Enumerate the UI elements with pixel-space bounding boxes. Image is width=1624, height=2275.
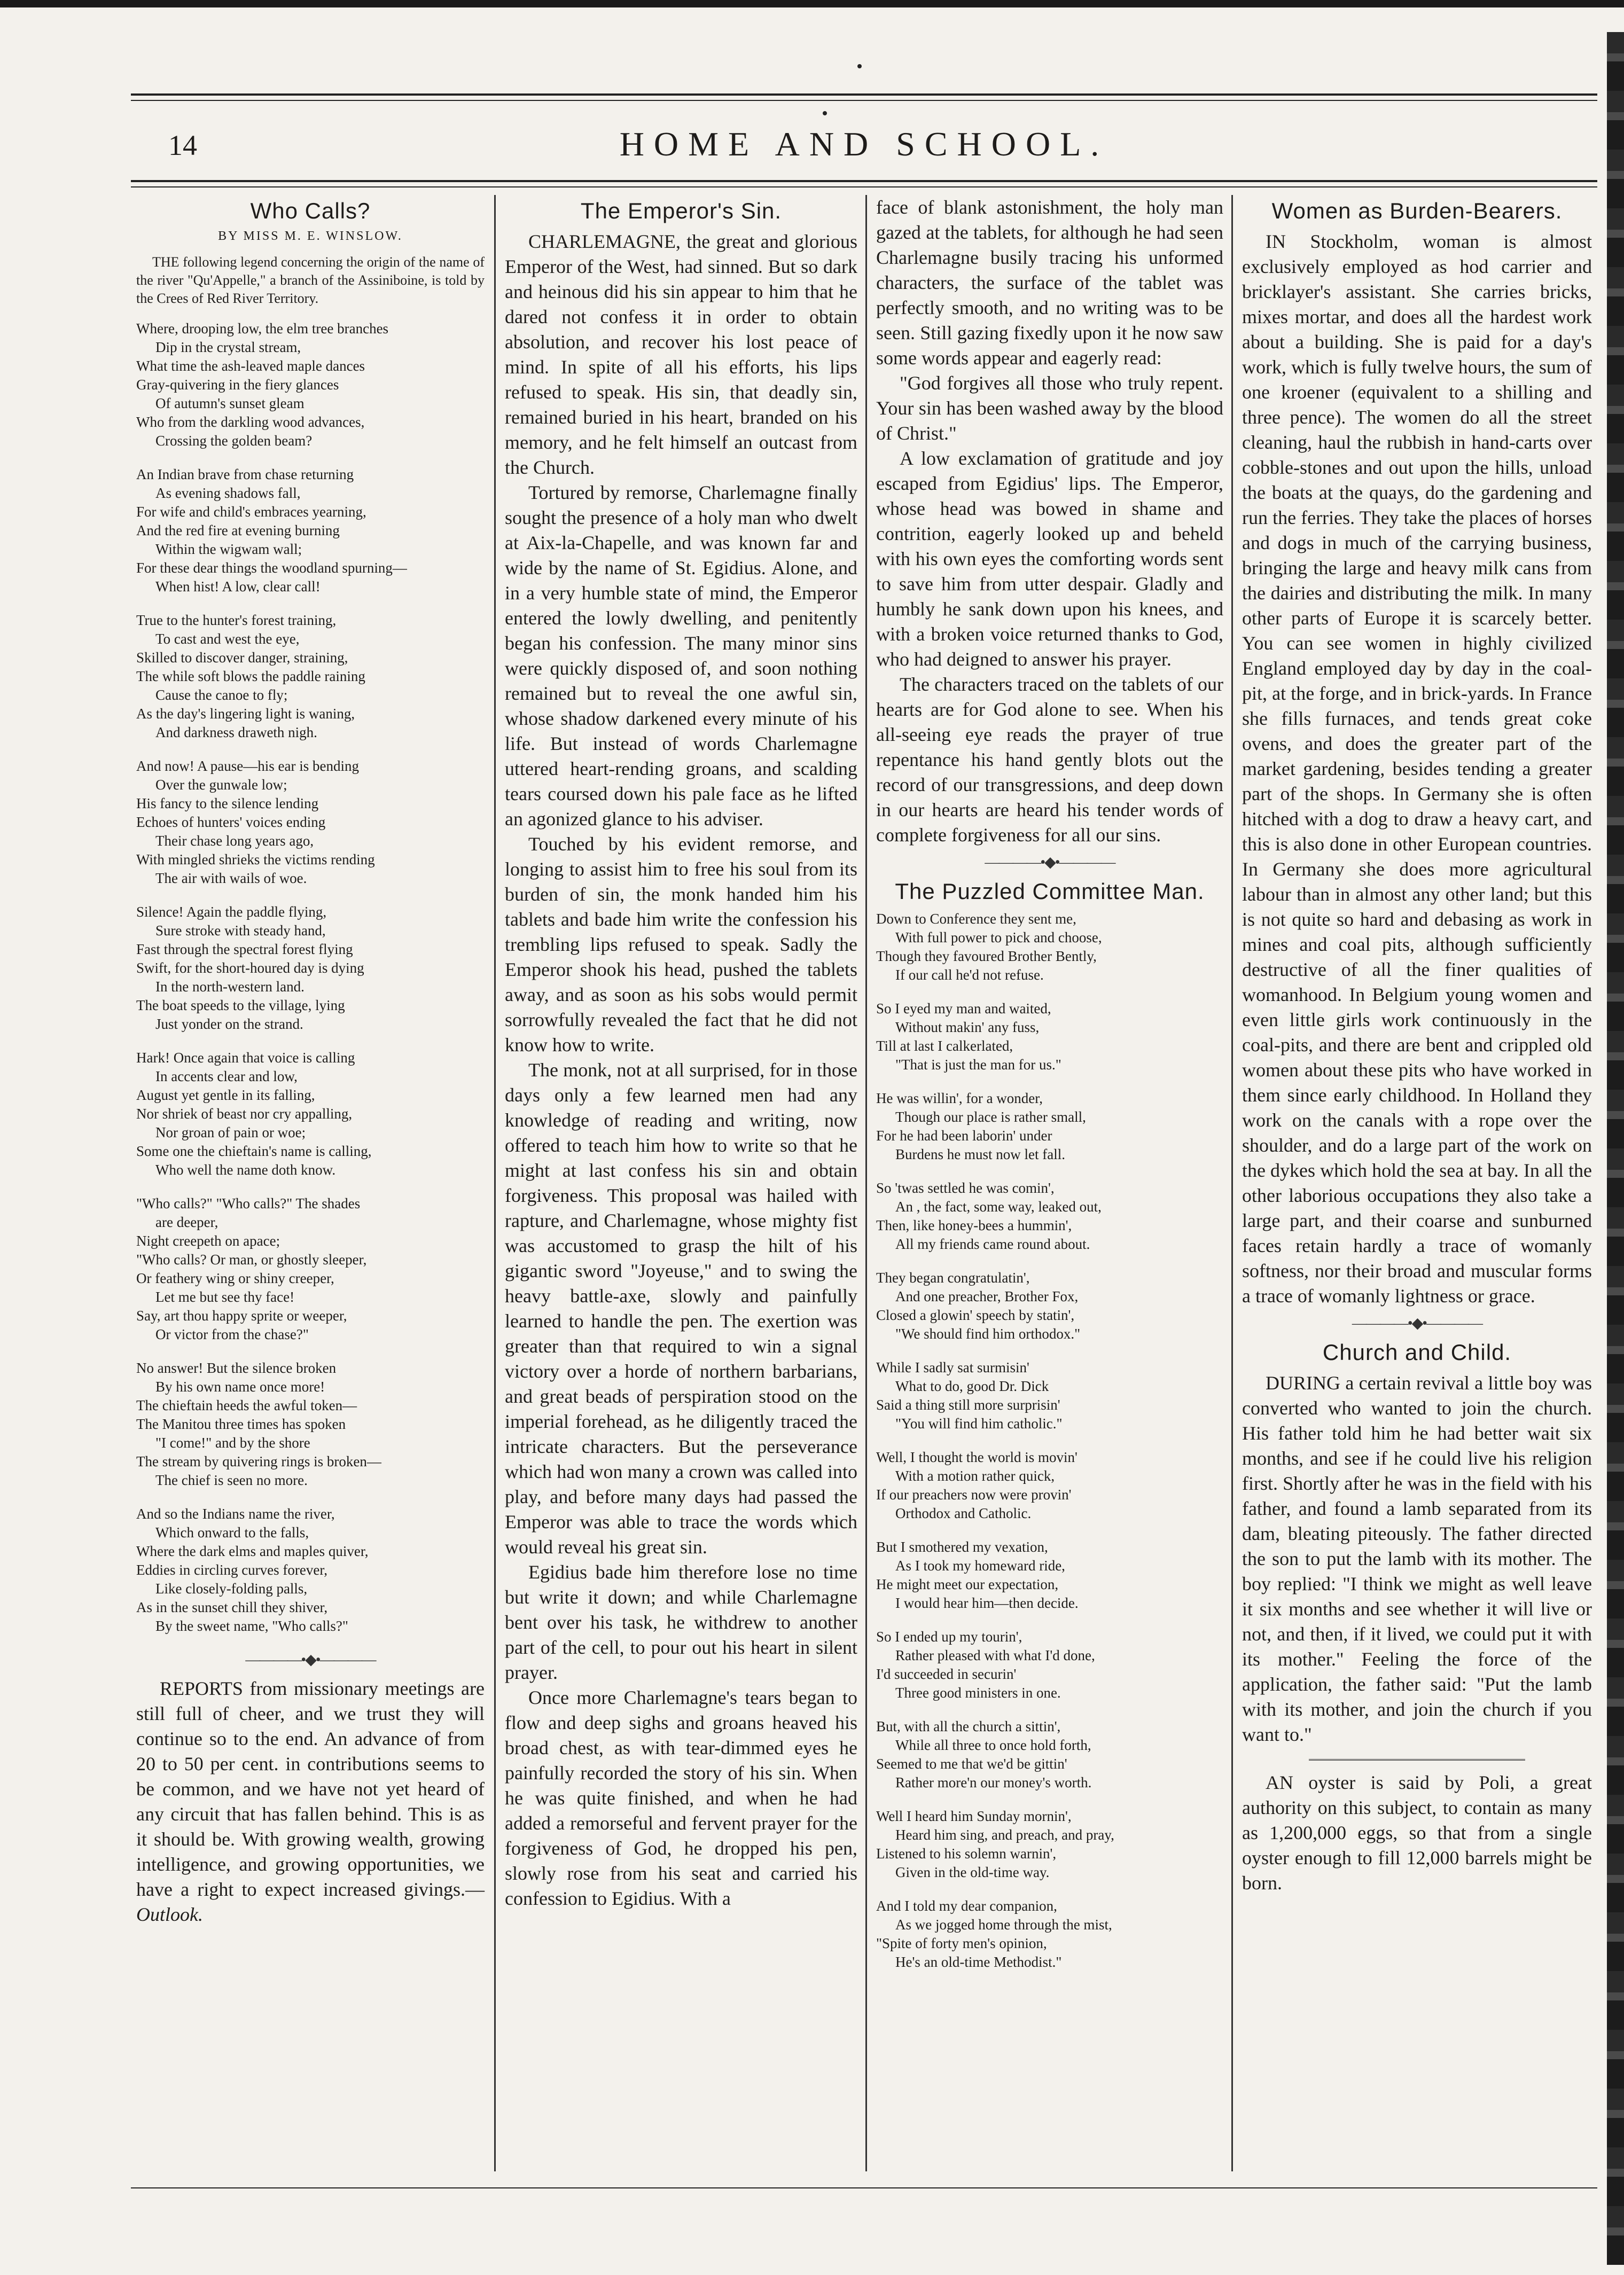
poem-line: No answer! But the silence broken [136, 1360, 337, 1376]
poem-line: Cause the canoe to fly; [155, 687, 288, 703]
poem-line: True to the hunter's forest training, [136, 612, 337, 628]
poem-line: Silence! Again the paddle flying, [136, 904, 327, 920]
poem-line: But I smothered my vexation, [876, 1539, 1048, 1555]
poem-line: And one preacher, Brother Fox, [895, 1288, 1079, 1304]
poem-line: The Manitou three times has spoken [136, 1416, 346, 1432]
poem-line: Burdens he must now let fall. [895, 1146, 1065, 1162]
poem-line: So I ended up my tourin', [876, 1629, 1022, 1645]
poem-stanza [876, 1628, 1227, 1702]
poem-line: The chief is seen no more. [155, 1472, 308, 1488]
article-lead: DURING [1266, 1372, 1340, 1394]
poem-line: "Spite of forty men's opinion, [876, 1935, 1047, 1951]
poem-line: Well, I thought the world is movin' [876, 1449, 1078, 1465]
reports-text: from missionary meetings are still full of cheer, and we trust they will continue so to the end. An advance of from 20 to 50 per cent. in contributions seems to be common, and we have not yet heard of any circuit that has fallen behind. This is as it should be. With growing wealth, growing intelligence, and growing opportunities, we have a right to expect increased givings.— [136, 1678, 485, 1900]
poem-line: Who well the name doth know. [155, 1162, 336, 1178]
footer-rule [131, 2187, 1597, 2188]
article-lead: AN [1266, 1772, 1293, 1793]
poem-stanza [136, 611, 488, 742]
poem-line: "You will find him catholic." [895, 1416, 1063, 1432]
poem-line: Who from the darkling wood advances, [136, 414, 365, 430]
poem-line: Dip in the crystal stream, [155, 339, 301, 355]
section-divider: ————•◆•———— [245, 1652, 376, 1668]
poem-line: With a motion rather quick, [895, 1468, 1055, 1484]
poem-line: Or victor from the chase?" [155, 1326, 309, 1342]
poem-line: They began congratulatin', [876, 1270, 1030, 1286]
poem-line: Echoes of hunters' voices ending [136, 814, 326, 830]
article-title: The Emperor's Sin. [580, 198, 782, 223]
poem-line: If our preachers now were provin' [876, 1487, 1072, 1503]
poem-line: And I told my dear companion, [876, 1898, 1057, 1914]
poem-line: Just yonder on the strand. [155, 1016, 303, 1032]
poem-line: Gray-quivering in the fiery glances [136, 377, 339, 393]
poem-line: If our call he'd not refuse. [895, 967, 1044, 983]
poem-line: August yet gentle in its falling, [136, 1087, 315, 1103]
poem-line: Their chase long years ago, [155, 833, 314, 849]
section-divider [1309, 1759, 1525, 1761]
header-rule-top [131, 93, 1597, 96]
poem-line: As in the sunset chill they shiver, [136, 1599, 328, 1615]
article-paragraph: Egidius bade him therefore lose no time but write it down; and while Charlemagne bent over his task, he withdrew to another part of the cell, to pour out his heart in silent prayer. [505, 1561, 857, 1683]
column-rule [865, 195, 867, 2171]
poem-line: "Who calls?" "Who calls?" The shades [136, 1195, 361, 1211]
poem-line: The air with wails of woe. [155, 870, 307, 886]
poem-line: The chieftain heeds the awful token— [136, 1397, 357, 1413]
poem-line: With full power to pick and choose, [895, 929, 1102, 945]
poem-line: Though our place is rather small, [895, 1109, 1086, 1125]
poem-title: The Puzzled Committee Man. [895, 879, 1205, 904]
poem-line: And the red fire at evening burning [136, 522, 340, 538]
poem-stanza [876, 1897, 1227, 1972]
poem-line: Crossing the golden beam? [155, 433, 313, 449]
poem-body [871, 910, 1229, 1972]
poem-line: Within the wigwam wall; [155, 541, 302, 557]
article-paragraph: , the great and glorious Emperor of the West, had sinned. But so dark and heinous did his sin appear to him that he dared not confess it in order to obtain absolution, and recover his lost peace of mind. In spite of all his efforts, his lips refused to speak. His sin, that deadly sin, remained buried in his heart, branded on his memory, and he felt himself an outcast from the Church. [505, 231, 857, 478]
poem-line: Closed a glowin' speech by statin', [876, 1307, 1075, 1323]
poem-line: I'd succeeded in securin' [876, 1666, 1017, 1682]
column-2 [499, 195, 863, 2169]
poem-stanza [876, 1538, 1227, 1613]
article-lead: IN [1266, 231, 1286, 252]
poem-line: Eddies in circling curves forever, [136, 1562, 328, 1578]
reports-lead: REPORTS [160, 1678, 243, 1699]
poem-line: What to do, good Dr. Dick [895, 1378, 1049, 1394]
poem-stanza [136, 903, 488, 1034]
poem-line: An , the fact, some way, leaked out, [895, 1199, 1102, 1215]
article-paragraph: Touched by his evident remorse, and longing to assist him to free his soul from its burden of sin, the monk handed him his tablets and bade him write the confession his trembling lips refused to speak. Sadly the Emperor shook his head, pushed the tablets away, and as soon as his sobs would permit sorrowfully revealed the fact that he did not know how to write. [505, 833, 857, 1056]
article-paragraph: a certain revival a little boy was converted who wanted to join the church. His father told him he had better wait six months, and see if he could live his religion first. Shortly after he was in the field with his father, and found a lamb separated from its dam, bleating piteously. The father directed the son to put the lamb with its mother. The boy replied: "I think we might as well leave it six months and see whether it will live or not, and then, if it lived, we could put it with its mother." Feeling the force of the application, the father said: "Put the lamb with its mother, and join the church if you want to." [1242, 1372, 1592, 1745]
poem-line: Then, like honey-bees a hummin', [876, 1217, 1072, 1233]
poem-line: "That is just the man for us." [895, 1057, 1061, 1073]
poem-line: Like closely-folding palls, [155, 1581, 308, 1597]
poem-stanza [876, 999, 1227, 1074]
poem-line: By his own name once more! [155, 1379, 325, 1395]
poem-line: So 'twas settled he was comin', [876, 1180, 1055, 1196]
column-rule [494, 195, 496, 2171]
poem-line: The boat speeds to the village, lying [136, 997, 345, 1013]
poem-line: While I sadly sat surmisin' [876, 1359, 1029, 1375]
poem-line: "We should find him orthodox." [895, 1326, 1081, 1342]
poem-line: Or feathery wing or shiny creeper, [136, 1270, 334, 1286]
poem-line: And now! A pause—his ear is bending [136, 758, 359, 774]
poem-line: What time the ash-leaved maple dances [136, 358, 365, 374]
poem-stanza [876, 1448, 1227, 1523]
article-title: Church and Child. [1322, 1340, 1512, 1365]
poem-line: Till at last I calkerlated, [876, 1038, 1013, 1054]
article-paragraph: oyster is said by Poli, a great authority on this subject, to contain as many as 1,200,000 eggs, so that from a single oyster enough to fill 12,000 barrels might be born. [1242, 1772, 1592, 1894]
poem-line: For he had been laborin' under [876, 1128, 1052, 1144]
poem-line: He was willin', for a wonder, [876, 1090, 1043, 1106]
poem-stanza [136, 465, 488, 596]
poem-line: As we jogged home through the mist, [895, 1917, 1112, 1933]
poem-line: Heard him sing, and preach, and pray, [895, 1827, 1114, 1843]
poem-stanza [876, 1358, 1227, 1433]
poem-stanza [136, 1049, 488, 1179]
poem-line: Say, art thou happy sprite or weeper, [136, 1308, 347, 1324]
poem-line: An Indian brave from chase returning [136, 466, 354, 482]
poem-line: To cast and west the eye, [155, 631, 300, 647]
poem-line: "I come!" and by the shore [155, 1435, 310, 1451]
article-paragraph: A low exclamation of gratitude and joy escaped from Egidius' lips. The Emperor, whose head was bowed in shame and contrition, eagerly looked up and beheld with his own eyes the comforting words sent to save him from utter despair. Gladly and humbly he sank down upon his knees, and with a broken voice returned thanks to God, who had deigned to answer his prayer. [876, 448, 1223, 670]
poem-line: The stream by quivering rings is broken— [136, 1453, 381, 1469]
article-lead: CHARLEMAGNE [528, 231, 676, 252]
poem-line: As evening shadows fall, [155, 485, 301, 501]
poem-line: All my friends came round about. [895, 1236, 1090, 1252]
poem-body [131, 319, 490, 1636]
page-number: 14 [168, 129, 197, 161]
top-border [0, 0, 1624, 7]
ink-speck [857, 64, 862, 68]
poem-line: His fancy to the silence lending [136, 795, 319, 811]
poem-line: In accents clear and low, [155, 1068, 298, 1084]
poem-line: Sure stroke with steady hand, [155, 922, 326, 939]
poem-line: He's an old-time Methodist." [895, 1954, 1062, 1970]
poem-line: Said a thing still more surprisin' [876, 1397, 1060, 1413]
header-rule-top-thin [131, 100, 1597, 101]
poem-title: Who Calls? [250, 198, 371, 223]
poem-line: When hist! A low, clear call! [155, 578, 321, 595]
poem-stanza [876, 910, 1227, 984]
poem-line: So I eyed my man and waited, [876, 1000, 1051, 1017]
poem-line: As the day's lingering light is waning, [136, 706, 355, 722]
column-3 [871, 195, 1229, 2169]
poem-line: As I took my homeward ride, [895, 1558, 1065, 1574]
poem-line: And darkness draweth nigh. [155, 724, 317, 740]
poem-line: And so the Indians name the river, [136, 1506, 335, 1522]
poem-intro: THE following legend concerning the origin of the name of the river "Qu'Appelle," a branch of the Assiniboine, is told by the Crees of Red River Territory. [136, 254, 485, 306]
article-paragraph: face of blank astonishment, the holy man gazed at the tablets, for although he had seen Charlemagne busily tracing his unformed characters, the surface of the tablet was perfectly smooth, and no writing was to be seen. Still gazing fixedly upon it he now saw some words appear and eagerly read: [876, 197, 1223, 369]
article-paragraph: "God forgives all those who truly repent. Your sin has been washed away by the blood of Christ." [876, 372, 1223, 444]
poem-line: Listened to his solemn warnin', [876, 1846, 1057, 1862]
poem-byline: BY MISS M. E. WINSLOW. [218, 229, 403, 243]
poem-line: For wife and child's embraces yearning, [136, 504, 366, 520]
poem-stanza [876, 1717, 1227, 1792]
poem-line: Though they favoured Brother Bently, [876, 948, 1097, 964]
poem-line: With mingled shrieks the victims rending [136, 851, 375, 867]
article-paragraph: The characters traced on the tablets of our hearts are for God alone to see. When his all-seeing eye reads the prayer of true repentance his hand gently blots out the record of our transgressions, and deep down in our hearts are heard his tender words of complete forgiveness for all our sins. [876, 674, 1223, 846]
header-rule-bottom [131, 180, 1597, 182]
poem-line: In the north-western land. [155, 979, 304, 995]
poem-line: Skilled to discover danger, straining, [136, 650, 348, 666]
poem-line: Swift, for the short-houred day is dying [136, 960, 364, 976]
poem-line: Given in the old-time way. [895, 1864, 1050, 1880]
page-edge [1607, 32, 1624, 2265]
poem-stanza [876, 1179, 1227, 1254]
poem-line: Nor groan of pain or woe; [155, 1124, 306, 1140]
section-divider: ————•◆•———— [1352, 1315, 1482, 1332]
poem-line: While all three to once hold forth, [895, 1737, 1091, 1753]
column-1 [131, 195, 490, 2169]
poem-line: Over the gunwale low; [155, 777, 287, 793]
column-4 [1237, 195, 1597, 2169]
poem-line: Night creepeth on apace; [136, 1233, 280, 1249]
poem-line: "Who calls? Or man, or ghostly sleeper, [136, 1252, 367, 1268]
poem-stanza [876, 1807, 1227, 1882]
reports-article [136, 1676, 485, 1927]
poem-line: He might meet our expectation, [876, 1576, 1059, 1592]
poem-line: Seemed to me that we'd be gittin' [876, 1756, 1067, 1772]
article-paragraph: The monk, not at all surprised, for in those days only a few learned men had any knowledge of reading and writing, now offered to teach him how to write so that he might at last confess his sin and obtain forgiveness. This proposal was hailed with rapture, and Charlemagne, whose mighty fist was accustomed to grasp the hilt of his gigantic sword "Joyeuse," and to swing the heavy battle-axe, slowly and painfully learned to handle the pen. The exertion was greater than that required to win a signal victory over a horde of northern barbarians, and great beads of perspiration stood on the imperial forehead, as he diligently traced the intricate characters. But the perseverance which had won many a crown was called into play, and before many days had passed the Emperor was able to trace the words which would reveal his great sin. [505, 1059, 857, 1558]
poem-line: Orthodox and Catholic. [895, 1505, 1032, 1521]
poem-line: Some one the chieftain's name is calling, [136, 1143, 372, 1159]
header-rule-bottom-thin [131, 186, 1597, 187]
women-article [1242, 229, 1592, 1309]
poem-stanza [136, 1359, 488, 1490]
section-divider: ————•◆•———— [985, 854, 1115, 871]
article-title: Women as Burden-Bearers. [1271, 198, 1563, 223]
poem-line: Rather pleased with what I'd done, [895, 1647, 1095, 1663]
poem-line: Down to Conference they sent me, [876, 911, 1076, 927]
poem-line: Where the dark elms and maples quiver, [136, 1543, 369, 1559]
poem-line: Where, drooping low, the elm tree branches [136, 320, 389, 337]
poem-line: I would hear him—then decide. [895, 1595, 1079, 1611]
reports-source: Outlook. [136, 1904, 203, 1925]
article-paragraph: Stockholm, woman is almost exclusively employed as hod carrier and bricklayer's assistant. She carries bricks, mixes mortar, and does all the hardest work about a building. She is paid for a day's work, which is fully twelve hours, the sum of one kroener (equivalent to a shilling and three pence). The women do all the street cleaning, haul the rubbish in hand-carts over cobble-stones and out upon the hills, unload the boats at the quays, do the gardening and run the ferries. They take the places of horses and dogs in much of the carrying business, bringing the large and heavy milk cans from the dairies and distributing the milk. In many other parts of Europe it is scarcely better. You can see women in highly civilized England employed day by day in the coal-pit, at the forge, and in brick-yards. In France she fills furnaces, and tends great coke ovens, and does the greater part of the market gardening, besides tending a greater part of the shops. In Germany she is often hitched with a dog to draw a heavy cart, and this is also done in other European countries. In Germany she does more agricultural labour than in almost any other land; but this is not quite so hard and debasing as work in mines and coal pits, although sufficiently destructive of all the finer qualities of womanhood. In Belgium young women and even little girls work continuously in the coal-pits, and there are bent and crippled old women about these pits who have worked in them since early childhood. In Holland they work on the canals with a rope over the shoulder, and do a large part of the work on the dykes which hold the sea at bay. In all the other laborious occupations they also take a large part, and their coarse and sunburned faces retain hardly a trace of womanly softness, nor their broad and muscular forms a trace of womanly lightness or grace. [1242, 231, 1592, 1307]
article-paragraph: Once more Charlemagne's tears began to flow and deep sighs and groans heaved his broad chest, as with tear-dimmed eyes he painfully recorded the story of his sin. When he was quite finished, and when he had added a remorseful and fervent prayer for the forgiveness of God, he dropped his pen, slowly rose from his seat and carried his confession to Egidius. With a [505, 1687, 857, 1909]
poem-line: are deeper, [155, 1214, 218, 1230]
poem-stanza [136, 1505, 488, 1636]
poem-line: Without makin' any fuss, [895, 1019, 1040, 1035]
poem-line: The while soft blows the paddle raining [136, 668, 365, 684]
poem-stanza [136, 319, 488, 450]
church-article [1242, 1371, 1592, 1747]
poem-line: Well I heard him Sunday mornin', [876, 1808, 1072, 1824]
emperor-article-continued [876, 195, 1223, 848]
poem-line: For these dear things the woodland spurning— [136, 560, 407, 576]
poem-line: Which onward to the falls, [155, 1525, 309, 1541]
oyster-article [1242, 1770, 1592, 1896]
article-paragraph: Tortured by remorse, Charlemagne finally sought the presence of a holy man who dwelt at Aix-la-Chapelle, and was known far and wide by the name of St. Egidius. Alone, and in a very humble state of mind, the Emperor entered the lowly dwelling, and penitently began his confession. The many minor sins were quickly disposed of, and soon nothing remained but to reveal the one awful sin, whose shadow darkened every minute of his life. But instead of words Charlemagne uttered heart-rending groans, and scalding tears coursed down his pale face as he lifted an agonized glance to his adviser. [505, 482, 857, 830]
poem-line: Nor shriek of beast nor cry appalling, [136, 1106, 353, 1122]
poem-stanza [136, 1194, 488, 1344]
poem-line: But, with all the church a sittin', [876, 1718, 1061, 1734]
column-rule [1231, 195, 1233, 2171]
poem-line: Let me but see thy face! [155, 1289, 295, 1305]
poem-stanza [876, 1269, 1227, 1343]
poem-stanza [876, 1089, 1227, 1164]
poem-line: By the sweet name, "Who calls?" [155, 1618, 348, 1634]
poem-line: Hark! Once again that voice is calling [136, 1050, 355, 1066]
page-title: HOME AND SCHOOL. [619, 125, 1109, 163]
newspaper-page [131, 93, 1597, 2206]
emperor-article [505, 229, 857, 1911]
poem-line: Rather more'n our money's worth. [895, 1774, 1092, 1791]
poem-line: Fast through the spectral forest flying [136, 941, 353, 957]
poem-line: Three good ministers in one. [895, 1685, 1061, 1701]
poem-line: Of autumn's sunset gleam [155, 395, 304, 411]
poem-stanza [136, 757, 488, 888]
